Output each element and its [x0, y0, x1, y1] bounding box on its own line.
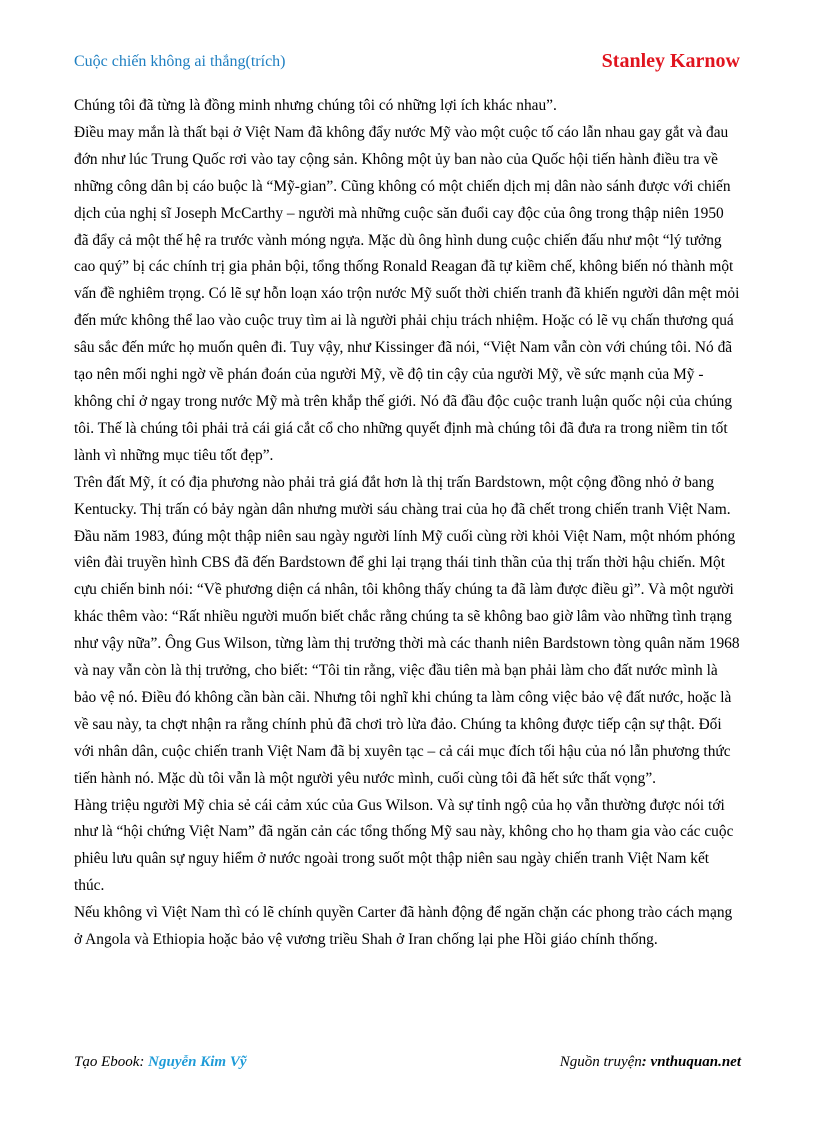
paragraph: Điều may mắn là thất bại ở Việt Nam đã không đẩy nước Mỹ vào một cuộc tố cáo lẫn nhau gay gắt và đau đớn như lúc Trung Quốc rơi vào tay cộng sản. Không một ủy ban nào của Quốc hội tiến hành điều tra về những công dân bị cáo buộc là “Mỹ-gian”. Cũng không có một chiến dịch mị dân nào sánh được với chiến dịch của nghị sĩ Joseph McCarthy – người mà những cuộc săn đuổi cay độc của ông trong thập niên 1950 đã đẩy cả một thế hệ ra trước vành móng ngựa. Mặc dù ông hình dung cuộc chiến đấu như một “lý tưởng cao quý” bị các chính trị gia phản bội, tổng thống Ronald Reagan đã tự kiềm chế, không biến nó thành một vấn đề nghiêm trọng. Có lẽ sự hỗn loạn xáo trộn nước Mỹ suốt thời chiến tranh đã khiến người dân mệt mỏi đến mức không thể lao vào cuộc truy tìm ai là người phải chịu trách nhiệm. Hoặc có lẽ vụ chấn thương quá sâu sắc đến mức họ muốn quên đi. Tuy vậy, như Kissinger đã nói, “Việt Nam vẫn còn với chúng tôi. Nó đã tạo nên mối nghi ngờ về phán đoán của người Mỹ, về độ tin cậy của người Mỹ, về sức mạnh của Mỹ - không chỉ ở ngay trong nước Mỹ mà trên khắp thế giới. Nó đã đầu độc cuộc tranh luận quốc nội của chúng tôi. Thế là chúng tôi phải trả cái giá cắt cổ cho những quyết định mà chúng tôi đã đưa ra trong niềm tin tốt lành vì những mục tiêu tốt đẹp”.	[74, 123, 740, 464]
source-site: vnthuquan.net	[650, 1054, 741, 1070]
paragraph: Nếu không vì Việt Nam thì có lẽ chính quyền Carter đã hành động để ngăn chặn các phong trào cách mạng ở Angola và Ethiopia hoặc bảo vệ vương triều Shah ở Iran chống lại phe Hồi giáo chính thống.	[74, 904, 733, 949]
source-credit	[560, 1054, 741, 1071]
paragraph: Hàng triệu người Mỹ chia sẻ cái cảm xúc của Gus Wilson. Và sự tỉnh ngộ của họ vẫn thường được nói tới như là “hội chứng Việt Nam” đã ngăn cản các tổng thống Mỹ sau này, không cho họ tham gia vào các cuộc phiêu lưu quân sự nguy hiểm ở nước ngoài trong suốt một thập niên sau ngày chiến tranh Việt Nam kết thúc.	[74, 796, 734, 895]
page-footer	[74, 1054, 741, 1078]
book-title: Cuộc chiến không ai thắng(trích)	[74, 53, 286, 70]
ebook-credit	[74, 1054, 247, 1071]
ebook-separator: :	[139, 1054, 149, 1070]
ebook-author: Nguyễn Kim Vỹ	[148, 1054, 247, 1070]
ebook-label: Tạo Ebook	[74, 1054, 140, 1070]
page-header	[74, 50, 740, 76]
source-separator: :	[641, 1054, 651, 1070]
book-author: Stanley Karnow	[601, 50, 740, 72]
source-label: Nguồn truyện	[559, 1054, 642, 1070]
page-body	[74, 93, 742, 954]
paragraph: Trên đất Mỹ, ít có địa phương nào phải trả giá đắt hơn là thị trấn Bardstown, một cộng đồng nhỏ ở bang Kentucky. Thị trấn có bảy ngàn dân nhưng mười sáu chàng trai của họ đã chết trong chiến tranh Việt Nam. Đầu năm 1983, đúng một thập niên sau ngày người lính Mỹ cuối cùng rời khỏi Việt Nam, một nhóm phóng viên đài truyền hình CBS đã đến Bardstown để ghi lại trạng thái tinh thần của thị trấn thời hậu chiến. Một cựu chiến binh nói: “Về phương diện cá nhân, tôi không thấy chúng ta đã làm được điều gì”. Và một người khác thêm vào: “Rất nhiều người muốn biết chắc rằng chúng ta sẽ không bao giờ lâm vào những tình trạng như vậy nữa”. Ông Gus Wilson, từng làm thị trưởng thời mà các thanh niên Bardstown tòng quân năm 1968 và nay vẫn còn là thị trưởng, cho biết: “Tôi tin rằng, việc đầu tiên mà bạn phải làm cho đất nước mình là bảo vệ nó. Điều đó không cần bàn cãi. Nhưng tôi nghĩ khi chúng ta làm công việc bảo vệ đất nước, hoặc là về sau này, ta chợt nhận ra rằng chính phủ đã chơi trò lừa đảo. Chúng ta không được tiếp cận sự thật. Đối với nhân dân, cuộc chiến tranh Việt Nam đã bị xuyên tạc – cả cái mục đích tối hậu của nó lẫn phương thức tiến hành nó. Mặc dù tôi vẫn là một người yêu nước mình, cuối cùng tôi đã hết sức thất vọng”.	[74, 473, 740, 787]
paragraph: Chúng tôi đã từng là đồng minh nhưng chúng tôi có những lợi ích khác nhau”.	[74, 97, 557, 114]
